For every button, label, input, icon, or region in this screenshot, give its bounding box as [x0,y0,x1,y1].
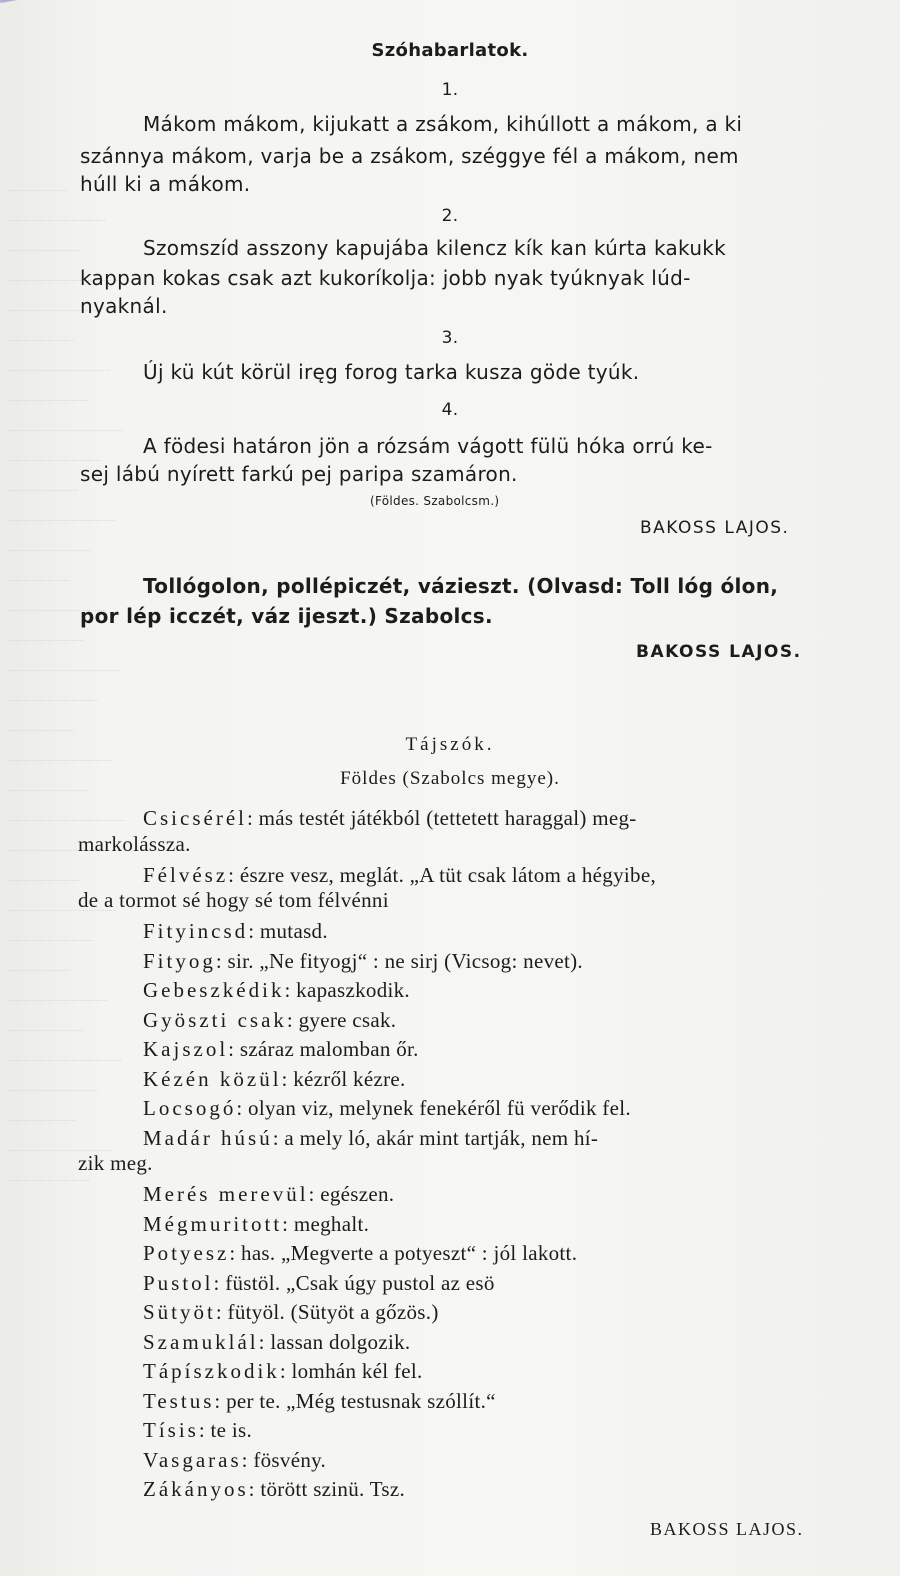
entry-separator: : [284,978,297,1002]
entry-separator: : [241,1447,254,1472]
entry-definition: mutasd. [259,919,328,943]
item-number: 2. [441,206,459,226]
entry-definition: lomhán kél fel. [291,1359,423,1383]
entry-headword: Tápíszkodik [143,1359,280,1383]
entry-definition: a mely ló, akár mint tartják, nem hí- [284,1125,599,1150]
entry-headword: Gebeszkédik [143,978,285,1002]
item-line: szánnya mákom, varja be a zsákom, széggye fél a mákom, nem [80,144,739,168]
entry-headword: Merés merevül [143,1182,309,1206]
entry-separator: : [248,1477,261,1501]
glossary-entry [143,1212,369,1237]
entry-continuation: zik meg. [78,1151,153,1175]
bleed-through-line [8,1180,89,1185]
entry-headword: Mégmuritott [143,1211,283,1236]
item-line: húll ki a mákom. [80,172,251,196]
entry-headword: Gyöszti csak [143,1007,287,1032]
bleed-through-line [8,1030,84,1035]
entry-separator: : [281,1066,294,1091]
bleed-through-line [8,760,111,765]
entry-headword: Tísis [143,1418,199,1442]
bleed-through-line [8,430,124,435]
entry-definition: más testét játékból (tettetett haraggal) meg- [258,806,637,830]
entry-headword: Fityincsd [143,919,249,943]
entry-definition: fütyöl. (Sütyöt a gőzös.) [227,1300,439,1324]
entry-headword: Kajszol [143,1037,229,1061]
bleed-through-line [8,490,78,495]
entry-definition: te is. [210,1418,252,1442]
glossary-entry [143,978,410,1003]
entry-separator: : [236,1096,249,1120]
bleed-through-line [8,820,125,825]
entry-separator: : [228,1037,240,1061]
entry-definition: száraz malomban őr. [239,1037,419,1061]
bleed-through-line [8,640,83,645]
entry-separator: : [215,948,228,973]
glossary-entry [143,1300,439,1325]
author-signature: BAKOSS LAJOS. [650,1519,804,1539]
entry-separator: : [272,1125,285,1150]
entry-definition: per te. „Még testusnak szóllít.“ [226,1388,496,1413]
bleed-through-line [8,520,115,525]
entry-headword: Sütyöt [143,1300,216,1324]
glossary-entry [143,1448,326,1473]
entry-separator: : [279,1359,292,1383]
item-line: Szomszíd asszony kapujába kilencz kík kan kúrta kakukk [143,236,727,260]
author-signature: BAKOSS LAJOS. [636,642,802,662]
bleed-through-line [8,940,93,945]
item-line: nyaknál. [80,294,168,318]
entry-separator: : [286,1007,299,1032]
entry-separator: : [229,1241,242,1265]
entry-headword: Kézén közül [143,1066,282,1091]
item-line: A födesi határon jön a rózsám vágott fülü hóka orrú ke- [143,434,713,458]
bleed-through-line [8,1060,121,1065]
entry-definition: egészen. [320,1182,395,1206]
section-subtitle: Földes (Szabolcs megye). [340,768,560,789]
glossary-entry [143,1359,423,1384]
bleed-through-line [8,1120,75,1125]
entry-headword: Félvész [143,862,229,887]
bleed-through-line [8,700,97,705]
entry-headword: Pustol [143,1270,214,1295]
bleed-through-line [8,580,69,585]
entry-headword: Fityog [143,948,216,973]
item-number: 4. [441,400,459,420]
glossary-entry [143,1067,406,1092]
bleed-through-line [8,970,70,975]
entry-headword: Testus [143,1388,215,1413]
ink-stroke-mark [0,0,114,31]
entry-definition: sir. „Ne fityogj“ : ne sirj (Vicsog: nevet). [227,948,583,973]
second-line: por lép icczét, váz ijeszt.) Szabolcs. [80,604,493,628]
bleed-through-line [8,880,79,885]
entry-headword: Szamuklál [143,1329,259,1354]
glossary-entry [143,1096,631,1121]
item-line: sej lábú nyírett farkú pej paripa szamáron. [80,462,518,486]
entry-definition: füstöl. „Csak úgy pustol az esö [225,1270,495,1295]
bleed-through-line [8,670,120,675]
entry-headword: Madár húsú [143,1125,273,1150]
bleed-through-line [8,370,110,375]
item-line: kappan kokas csak azt kukoríkolja: jobb nyak tyúknyak lúd- [80,266,691,290]
entry-definition: fösvény. [253,1447,327,1472]
bleed-through-line [8,1000,107,1005]
entry-definition: olyan viz, melynek fenekéről fü verődik fel. [248,1096,631,1120]
glossary-entry [143,1241,577,1266]
entry-definition: lassan dolgozik. [270,1329,411,1354]
entry-separator: : [308,1182,321,1206]
bleed-through-line [8,190,68,195]
section-title: Tájszók. [405,734,495,755]
glossary-entry [143,806,637,831]
entry-separator: : [198,1418,211,1442]
item-number: 3. [441,328,459,348]
glossary-entry [143,919,328,944]
entry-separator: : [246,806,259,830]
second-line: Tollógolon, pollépiczét, vázieszt. (Olvasd: Toll lóg ólon, [143,574,779,598]
entry-headword: Vasgaras [143,1447,242,1472]
bleed-through-line [8,250,82,255]
glossary-entry [143,863,656,888]
glossary-entry [143,1182,394,1207]
item-number: 1. [441,80,459,100]
glossary-entry [143,1477,405,1502]
glossary-entry [143,1389,496,1414]
glossary-entry [143,1271,495,1296]
source-note: (Földes. Szabolcsm.) [370,494,500,508]
item-line: Új kü kút körül iręg forog tarka kusza göde tyúk. [143,360,640,384]
entry-separator: : [248,919,260,943]
entry-separator: : [215,1300,228,1324]
entry-headword: Zákányos [143,1477,249,1501]
entry-continuation: markolássza. [78,831,191,856]
glossary-entry [143,1418,252,1443]
entry-separator: : [214,1388,227,1413]
entry-headword: Locsogó [143,1096,237,1120]
entry-definition: meghalt. [293,1211,370,1236]
glossary-entry [143,1126,598,1151]
entry-separator: : [228,862,240,887]
glossary-entry [143,1008,396,1033]
glossary-entry [143,1037,419,1062]
bleed-through-line [8,1090,98,1095]
entry-separator: : [282,1211,294,1236]
entry-definition: gyere csak. [298,1007,397,1032]
entry-definition: törött szinü. Tsz. [260,1477,406,1501]
entry-headword: Csicsérél [143,806,247,830]
entry-headword: Potyesz [143,1241,230,1265]
entry-definition: has. „Megverte a potyeszt“ : jól lakott. [241,1241,578,1265]
bleed-through-line [8,550,92,555]
entry-definition: kézről kézre. [293,1066,406,1091]
entry-continuation: de a tormot sé hogy sé tom félvénni [78,888,389,912]
author-signature: BAKOSS LAJOS. [640,518,790,538]
entry-separator: : [213,1270,226,1295]
bleed-through-line [8,790,88,795]
entry-separator: : [258,1329,271,1354]
page-title: Szóhabarlatok. [371,40,529,61]
entry-definition: kapaszkodik. [296,978,410,1002]
glossary-entry [143,1330,410,1355]
item-line: Mákom mákom, kijukatt a zsákom, kihúllott a mákom, a ki [143,112,743,136]
glossary-entry [143,949,583,974]
entry-definition: észre vesz, meglát. „A tüt csak látom a hégyibe, [239,862,657,887]
